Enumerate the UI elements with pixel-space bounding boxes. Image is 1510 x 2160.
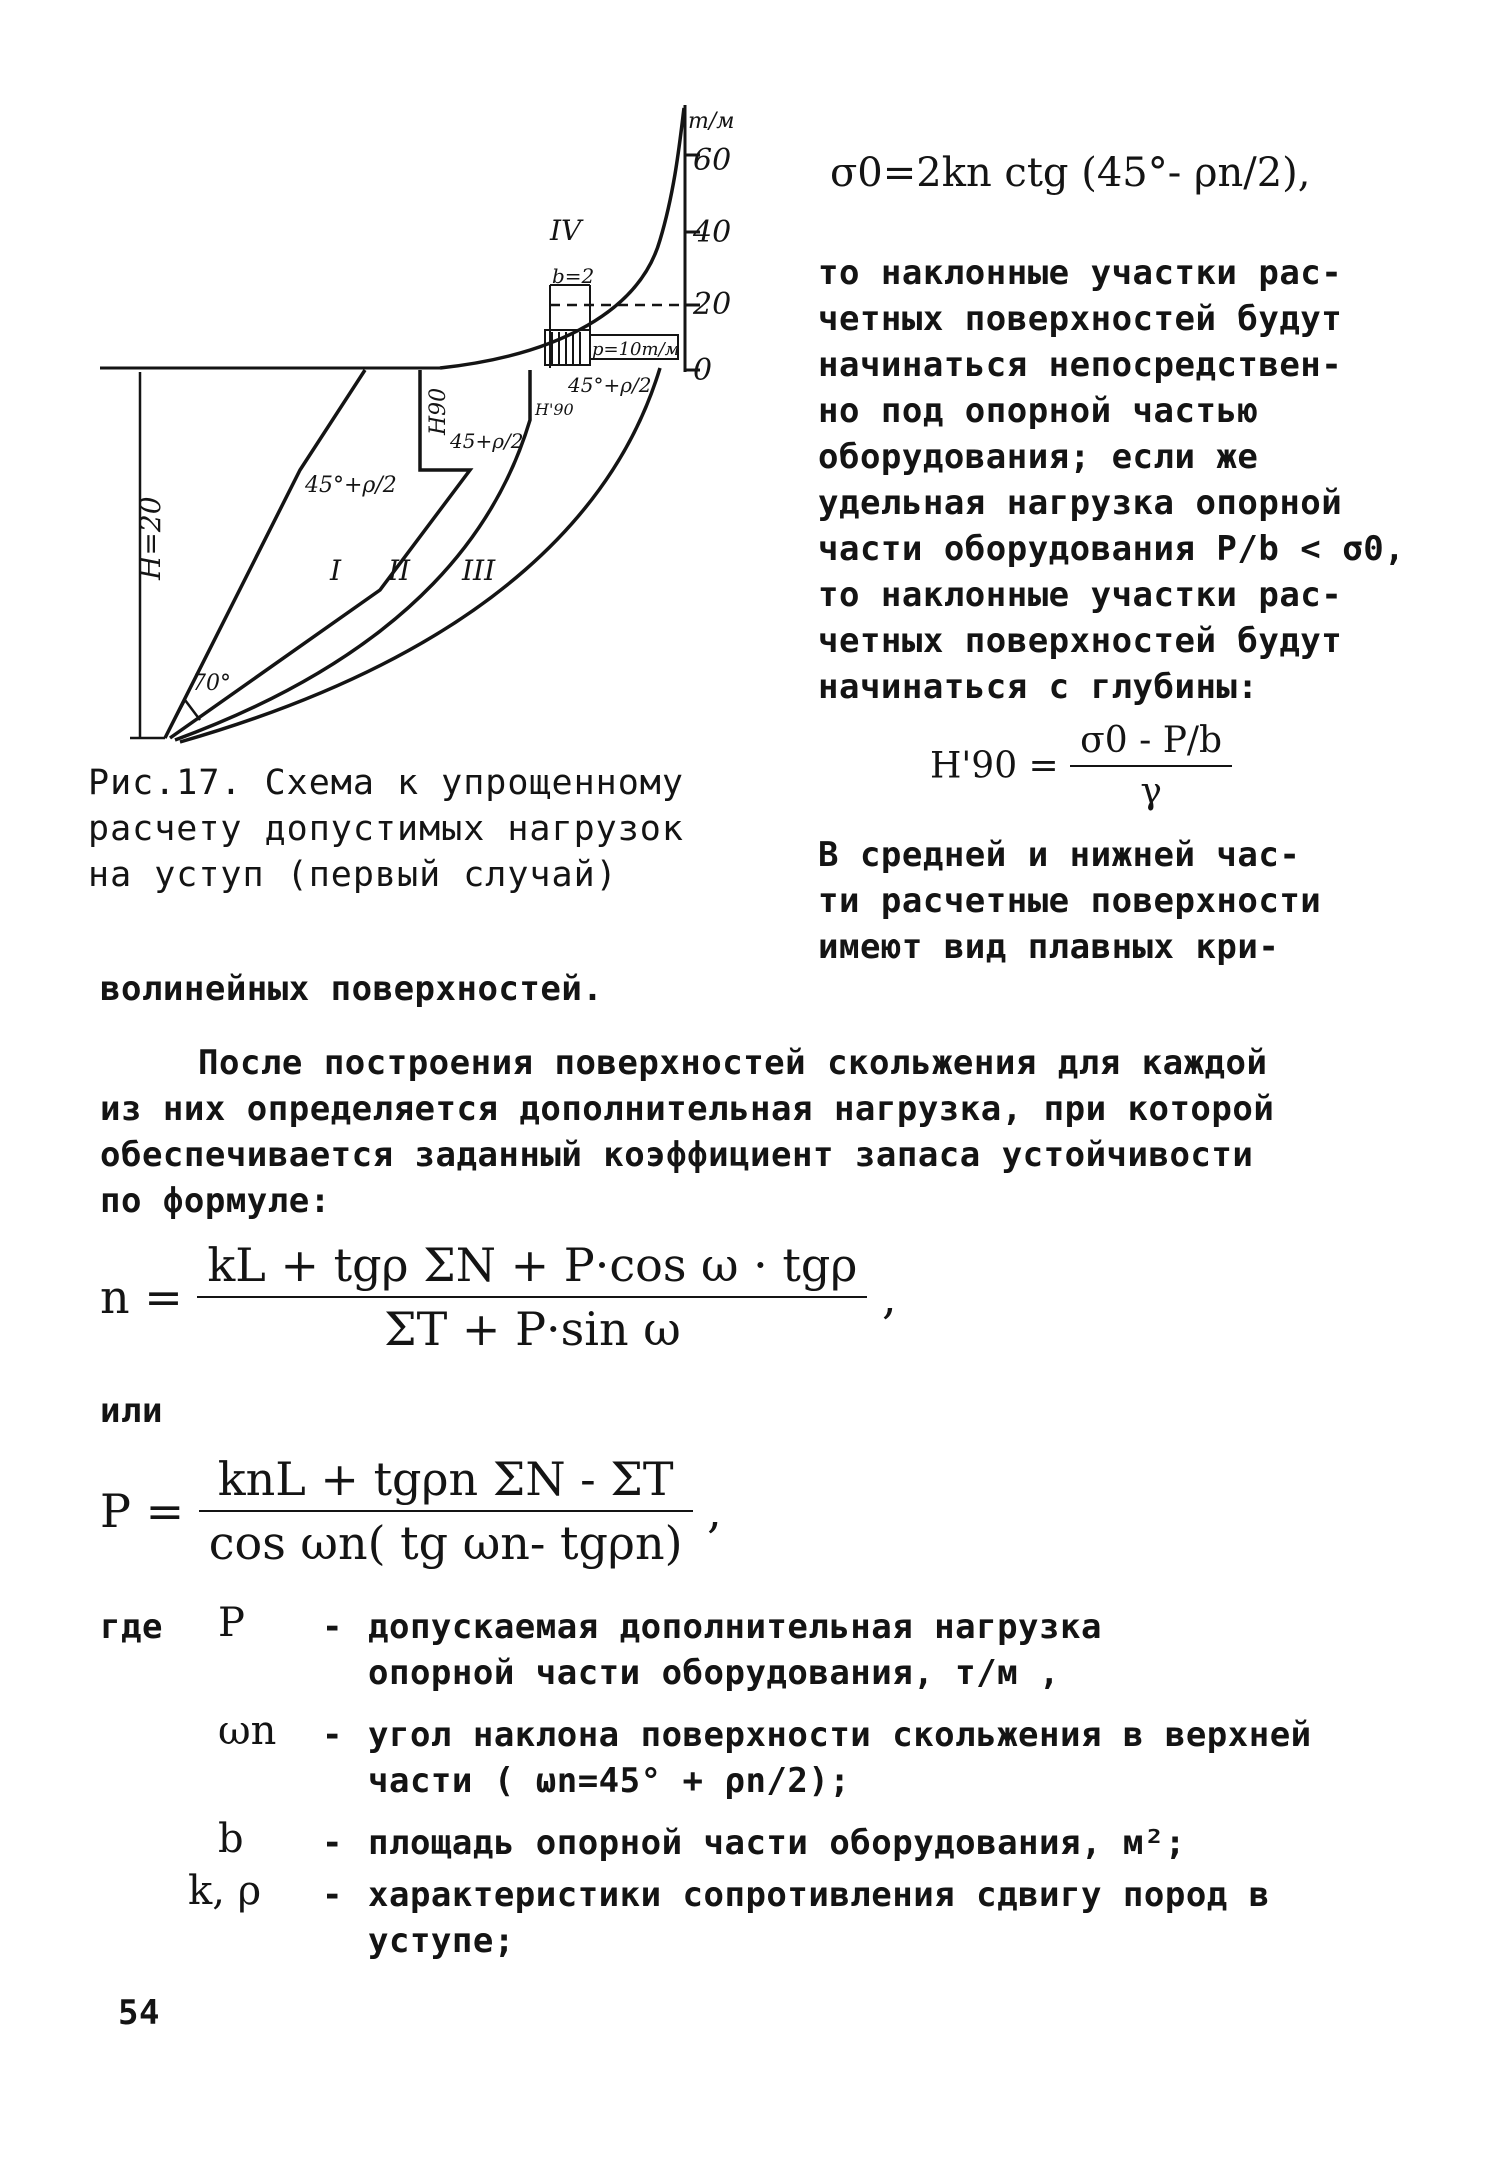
text-line: В средней и нижней час- — [818, 835, 1301, 875]
text-line: четных поверхностей будут — [818, 299, 1343, 339]
caption-line: расчету допустимых нагрузок — [88, 809, 684, 849]
right-column-after — [818, 832, 1321, 970]
def-line: характеристики сопротивления сдвигу пород в — [368, 1875, 1270, 1915]
text-line: После построения поверхностей скольжения для каждой — [198, 1043, 1268, 1083]
formula-p-tail: , — [707, 1484, 722, 1538]
tick-label-40: 40 — [693, 215, 732, 250]
curve-label-i: I — [330, 554, 342, 587]
def-symbol: ωn — [218, 1708, 277, 1754]
label-h90: H90 — [426, 387, 451, 435]
formula-h90-lhs: H'90 = — [930, 745, 1059, 787]
text-line: ти расчетные поверхности — [818, 881, 1322, 921]
def-dash: - — [322, 1715, 343, 1755]
def-dash: - — [322, 1875, 343, 1915]
formula-n-numerator: kL + tgρ ΣN + P·cos ω · tgρ — [197, 1238, 867, 1298]
def-line: допускаемая дополнительная нагрузка — [368, 1607, 1102, 1647]
right-column-text — [818, 250, 1405, 710]
definition-item — [100, 1868, 1420, 1968]
curve-label-ii: II — [388, 554, 411, 587]
text-line: по формуле: — [100, 1181, 331, 1221]
text-line: обеспечивается заданный коэффициент запаса устойчивости — [100, 1135, 1254, 1175]
label-h90-right: H'90 — [535, 400, 574, 419]
formula-n-lhs: n = — [100, 1270, 183, 1324]
def-line: площадь опорной части оборудования, м²; — [368, 1823, 1186, 1863]
formula-p-denominator: cos ωn( tg ωn- tgρn) — [208, 1516, 683, 1570]
label-angle-right: 45°+ρ/2 — [568, 373, 652, 397]
def-line: угол наклона поверхности скольжения в верхней — [368, 1715, 1312, 1755]
label-b: b=2 — [552, 264, 595, 288]
def-symbol: b — [218, 1816, 244, 1862]
text-line: то наклонные участки рас- — [818, 253, 1343, 293]
label-angle-bottom: 70° — [192, 671, 231, 696]
paragraph — [100, 1040, 1420, 1224]
text-line: из них определяется дополнительная нагрузка, при которой — [100, 1089, 1275, 1129]
formula-sigma0: σ0=2kn ctg (45°- ρn/2), — [830, 150, 1311, 196]
text-line: четных поверхностей будут — [818, 621, 1343, 661]
figure-caption — [88, 760, 684, 898]
def-symbol: k, ρ — [188, 1868, 262, 1914]
text-line: оборудования; если же — [818, 437, 1259, 477]
formula-n-tail: , — [882, 1270, 897, 1324]
def-symbol: P — [218, 1600, 245, 1646]
formula-n — [100, 1238, 897, 1356]
page-number: 54 — [118, 1993, 160, 2033]
or-word: или — [100, 1391, 163, 1431]
definition-item — [100, 1708, 1420, 1816]
definition-item — [100, 1816, 1420, 1868]
text-line: начинаться непосредствен- — [818, 345, 1343, 385]
text-line: но под опорной частью — [818, 391, 1259, 431]
where-word: где — [100, 1607, 163, 1647]
text-line: имеют вид плавных кри- — [818, 927, 1280, 967]
definitions-list — [100, 1600, 1420, 1968]
text-line: удельная нагрузка опорной — [818, 483, 1343, 523]
formula-p — [100, 1452, 722, 1570]
figure-17-diagram — [0, 0, 735, 760]
def-line: уступе; — [368, 1921, 515, 1961]
label-p: p=10т/м — [592, 339, 680, 360]
formula-p-lhs: P = — [100, 1484, 185, 1538]
def-dash: - — [322, 1823, 343, 1863]
tick-label-0: 0 — [693, 353, 713, 388]
formula-n-denominator: ΣT + P·sin ω — [384, 1302, 681, 1356]
formula-p-numerator: knL + tgρn ΣN - ΣT — [199, 1452, 693, 1512]
curve-label-iii: III — [462, 554, 496, 587]
continuation-line: волинейных поверхностей. — [100, 969, 604, 1009]
text-line: то наклонные участки рас- — [818, 575, 1343, 615]
def-line: опорной части оборудования, т/м , — [368, 1653, 1061, 1693]
label-angle-left: 45°+ρ/2 — [305, 473, 397, 498]
axis-unit-label: т/м — [688, 109, 735, 134]
tick-label-60: 60 — [693, 143, 732, 178]
label-angle-mid: 45+ρ/2 — [450, 429, 524, 453]
formula-h90-denominator: γ — [1140, 771, 1162, 812]
def-dash: - — [322, 1607, 343, 1647]
formula-h90 — [930, 720, 1232, 812]
curve-label-iv: IV — [550, 214, 582, 247]
text-line: начинаться с глубины: — [818, 667, 1259, 707]
definition-item — [100, 1600, 1420, 1692]
label-height: H=20 — [134, 496, 167, 580]
caption-line: на уступ (первый случай) — [88, 855, 618, 895]
text-line: части оборудования P/b < σ0, — [818, 529, 1406, 569]
tick-label-20: 20 — [693, 287, 732, 322]
caption-line: Рис.17. Схема к упрощенному — [88, 763, 684, 803]
def-line: части ( ωn=45° + ρn/2); — [368, 1761, 851, 1801]
formula-h90-numerator: σ0 - P/b — [1070, 720, 1232, 767]
